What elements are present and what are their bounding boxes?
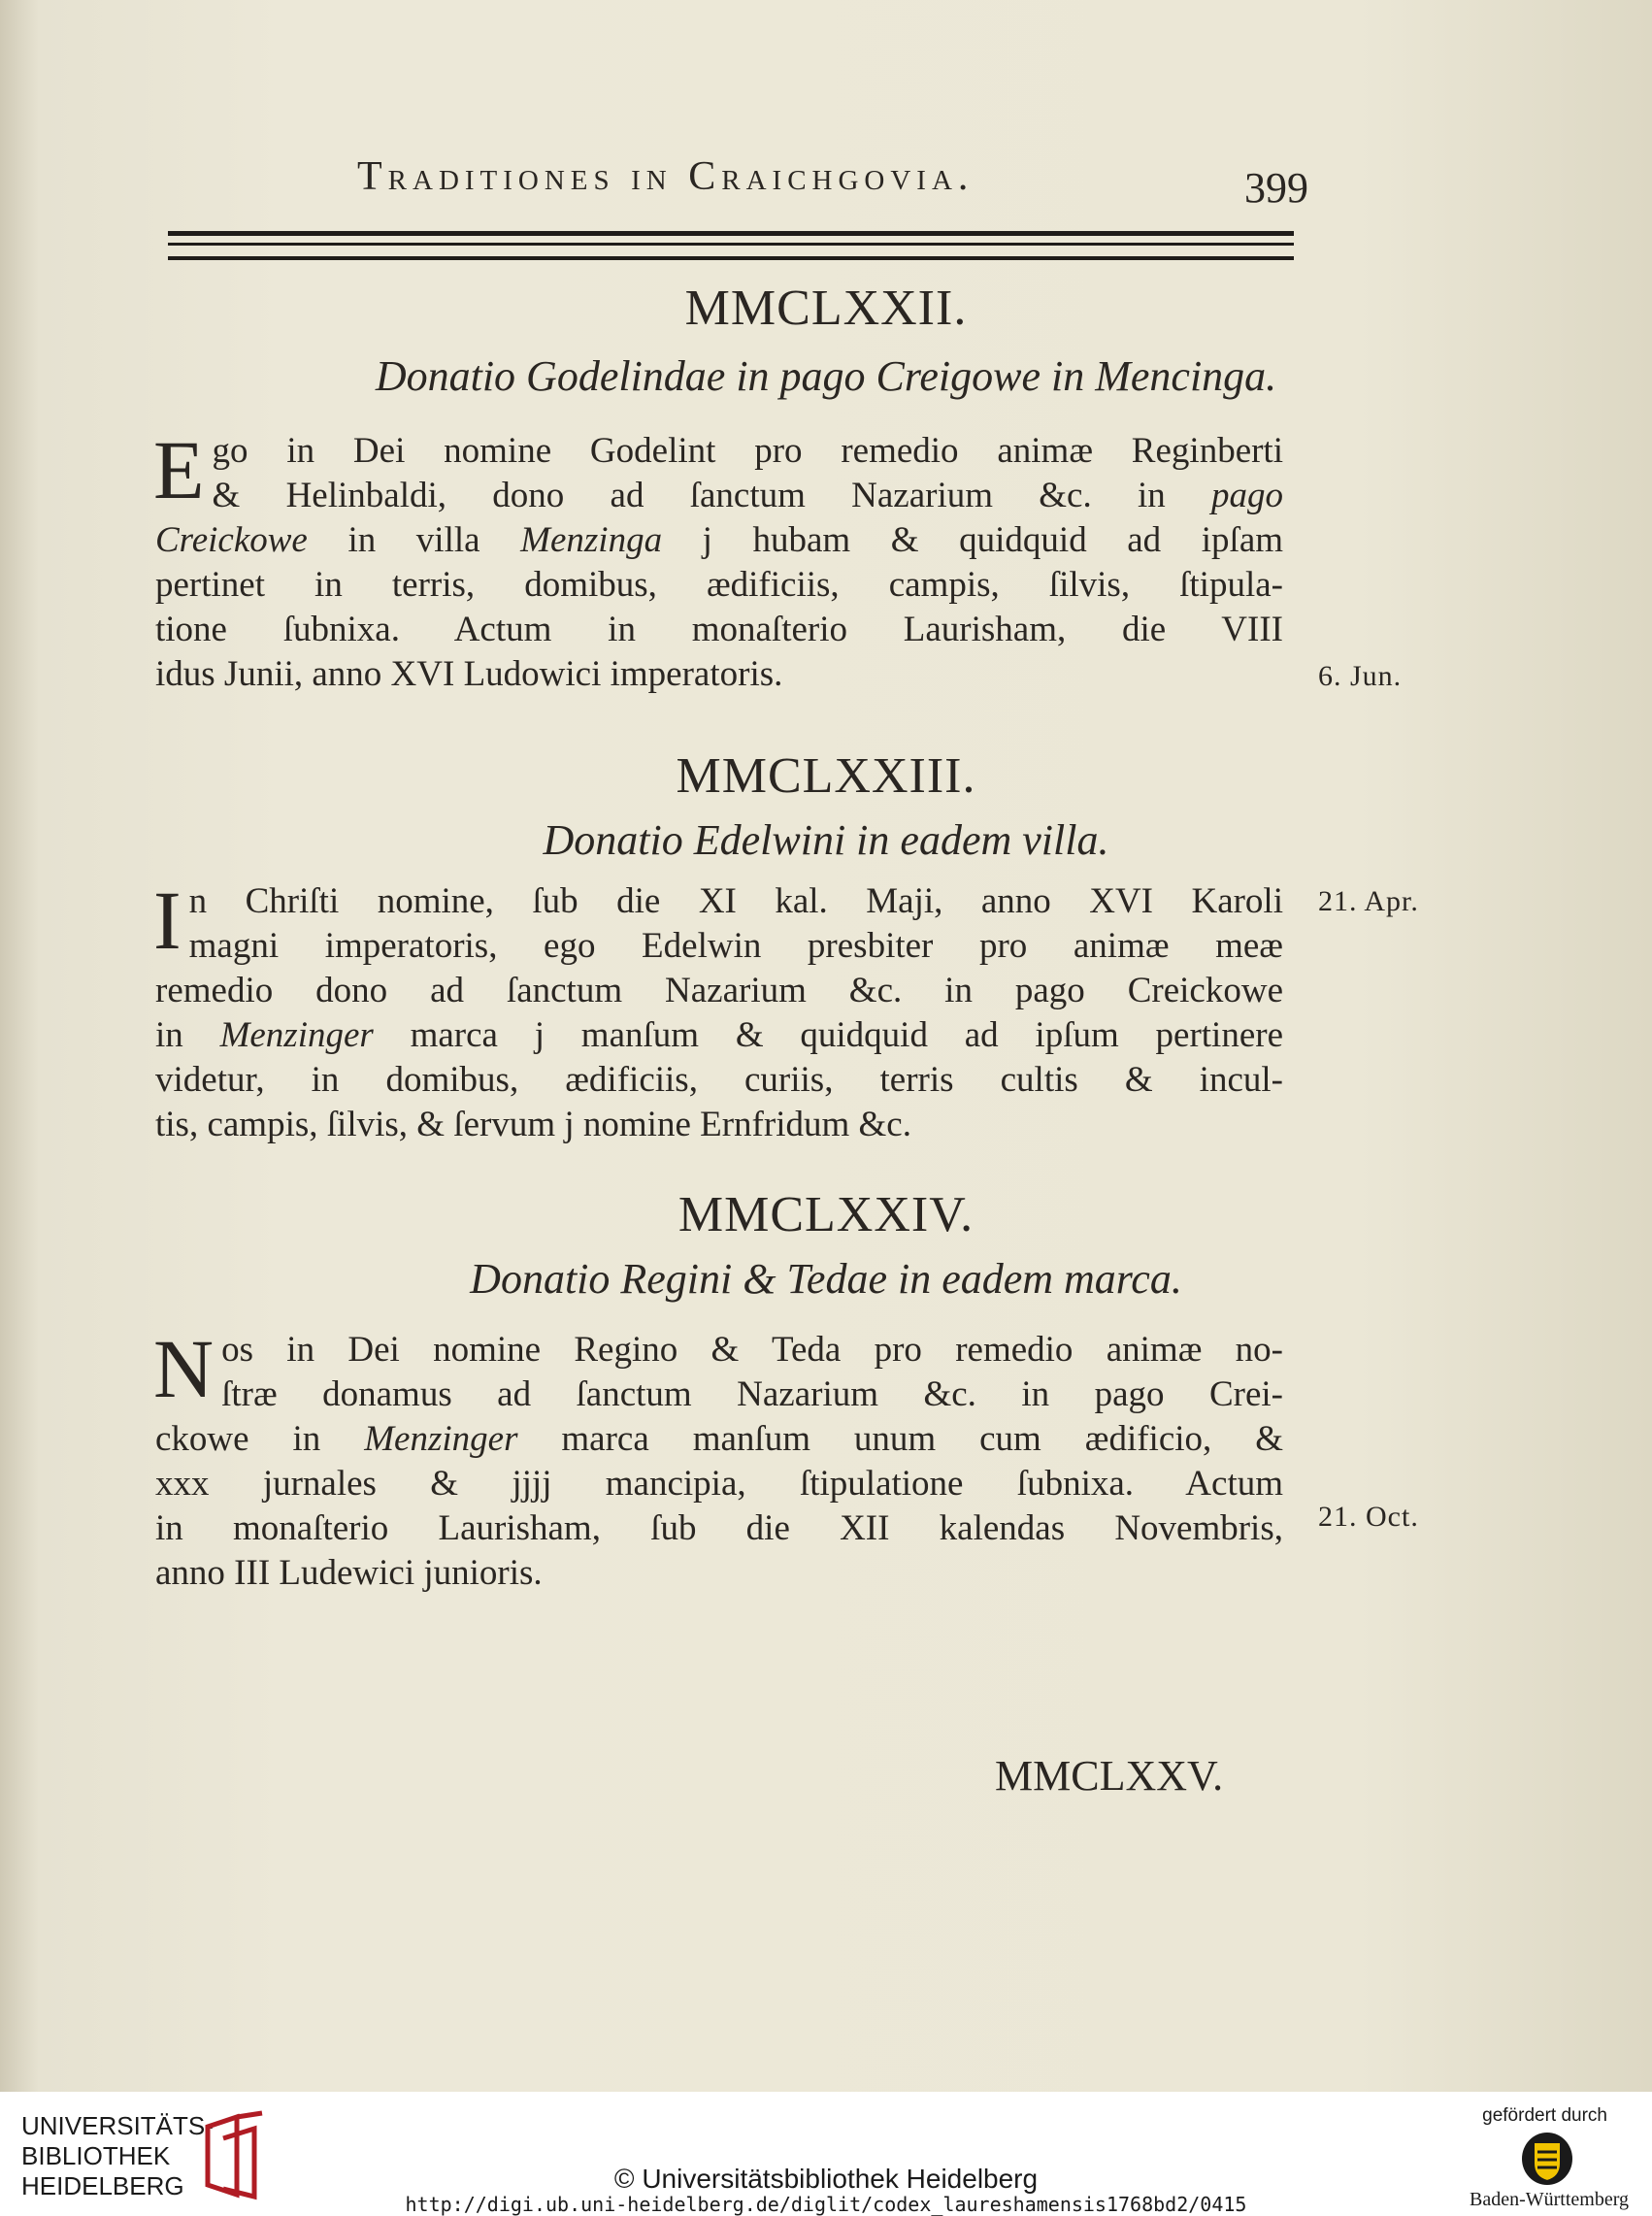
entry-number: MMCLXXIII. bbox=[676, 748, 976, 804]
text-line: go in Dei nomine Godelint pro remedio animæ Reginberti bbox=[212, 431, 1283, 471]
drop-initial: N bbox=[153, 1322, 215, 1415]
text-line: tione ſubnixa. Actum in monaſterio Laurisham, die VIII bbox=[155, 610, 1283, 649]
entry-text bbox=[153, 1322, 1283, 1596]
entry-title: Donatio Edelwini in eadem villa. bbox=[543, 816, 1109, 864]
baden-wuerttemberg-crest-icon bbox=[1520, 2131, 1574, 2187]
text-line: xxx jurnales & jjjj mancipia, ſtipulatione ſubnixa. Actum bbox=[155, 1464, 1283, 1504]
catchword: MMCLXXV. bbox=[995, 1752, 1224, 1800]
viewer-footer bbox=[0, 2092, 1652, 2216]
header-rule bbox=[168, 231, 1294, 236]
margin-date: 21. Oct. bbox=[1318, 1501, 1419, 1533]
drop-initial: E bbox=[153, 423, 205, 516]
text-line: n Chriſti nomine, ſub die XI kal. Maji, anno XVI Karoli bbox=[188, 881, 1283, 921]
entry-title: Donatio Regini & Tedae in eadem marca. bbox=[470, 1255, 1182, 1303]
text-line: tis, campis, ſilvis, & ſervum j nomine Ernfridum &c. bbox=[155, 1105, 911, 1144]
text-line: in monaſterio Laurisham, ſub die XII kalendas Novembris, bbox=[155, 1508, 1283, 1548]
margin-date: 21. Apr. bbox=[1318, 885, 1419, 917]
running-head bbox=[291, 146, 1310, 212]
entry-text bbox=[153, 874, 1284, 1147]
sponsor-label: gefördert durch bbox=[1482, 2105, 1607, 2126]
entry-number: MMCLXXII. bbox=[684, 281, 968, 336]
text-line: Creickowe in villa Menzinga j hubam & quidquid ad ipſam bbox=[155, 520, 1284, 560]
text-line: ckowe in Menzinger marca manſum unum cum ædificio, & bbox=[155, 1419, 1283, 1459]
entry-title: Donatio Godelindae in pago Creigowe in Mencinga. bbox=[375, 352, 1277, 400]
header-rule bbox=[168, 243, 1294, 246]
library-name: UNIVERSITÄTS- BIBLIOTHEK HEIDELBERG bbox=[21, 2111, 214, 2200]
text-line: ſtræ donamus ad ſanctum Nazarium &c. in pago Crei- bbox=[221, 1374, 1283, 1414]
text-line: os in Dei nomine Regino & Teda pro remedio animæ no- bbox=[221, 1330, 1283, 1370]
page-number: 399 bbox=[1244, 164, 1308, 212]
text-line: idus Junii, anno XVI Ludowici imperatoris. bbox=[155, 654, 783, 694]
text-line: pertinet in terris, domibus, ædificiis, campis, ſilvis, ſtipula- bbox=[155, 565, 1283, 605]
copyright-notice: © Universitätsbibliothek Heidelberg bbox=[613, 2164, 1039, 2194]
text-line: & Helinbaldi, dono ad ſanctum Nazarium &c. in pago bbox=[212, 476, 1284, 515]
source-url[interactable]: http://digi.ub.uni-heidelberg.de/diglit/codex_laureshamensis1768bd2/0415 bbox=[405, 2193, 1247, 2216]
text-line: magni imperatoris, ego Edelwin presbiter pro animæ meæ bbox=[188, 926, 1283, 966]
drop-initial: I bbox=[153, 874, 182, 967]
sponsor-name: Baden-Württemberg bbox=[1469, 2189, 1629, 2210]
running-head-title: Traditiones in Craichgovia. bbox=[357, 154, 975, 199]
text-line: in Menzinger marca j manſum & quidquid ad ipſum pertinere bbox=[155, 1015, 1284, 1055]
text-line: remedio dono ad ſanctum Nazarium &c. in pago Creickowe bbox=[155, 971, 1283, 1010]
entry-text bbox=[153, 423, 1284, 697]
text-line: videtur, in domibus, ædificiis, curiis, terris cultis & incul- bbox=[155, 1060, 1283, 1100]
margin-date: 6. Jun. bbox=[1318, 660, 1403, 692]
header-rule bbox=[168, 256, 1294, 260]
entry-number: MMCLXXIV. bbox=[677, 1187, 975, 1242]
text-line: anno III Ludewici junioris. bbox=[155, 1553, 543, 1593]
